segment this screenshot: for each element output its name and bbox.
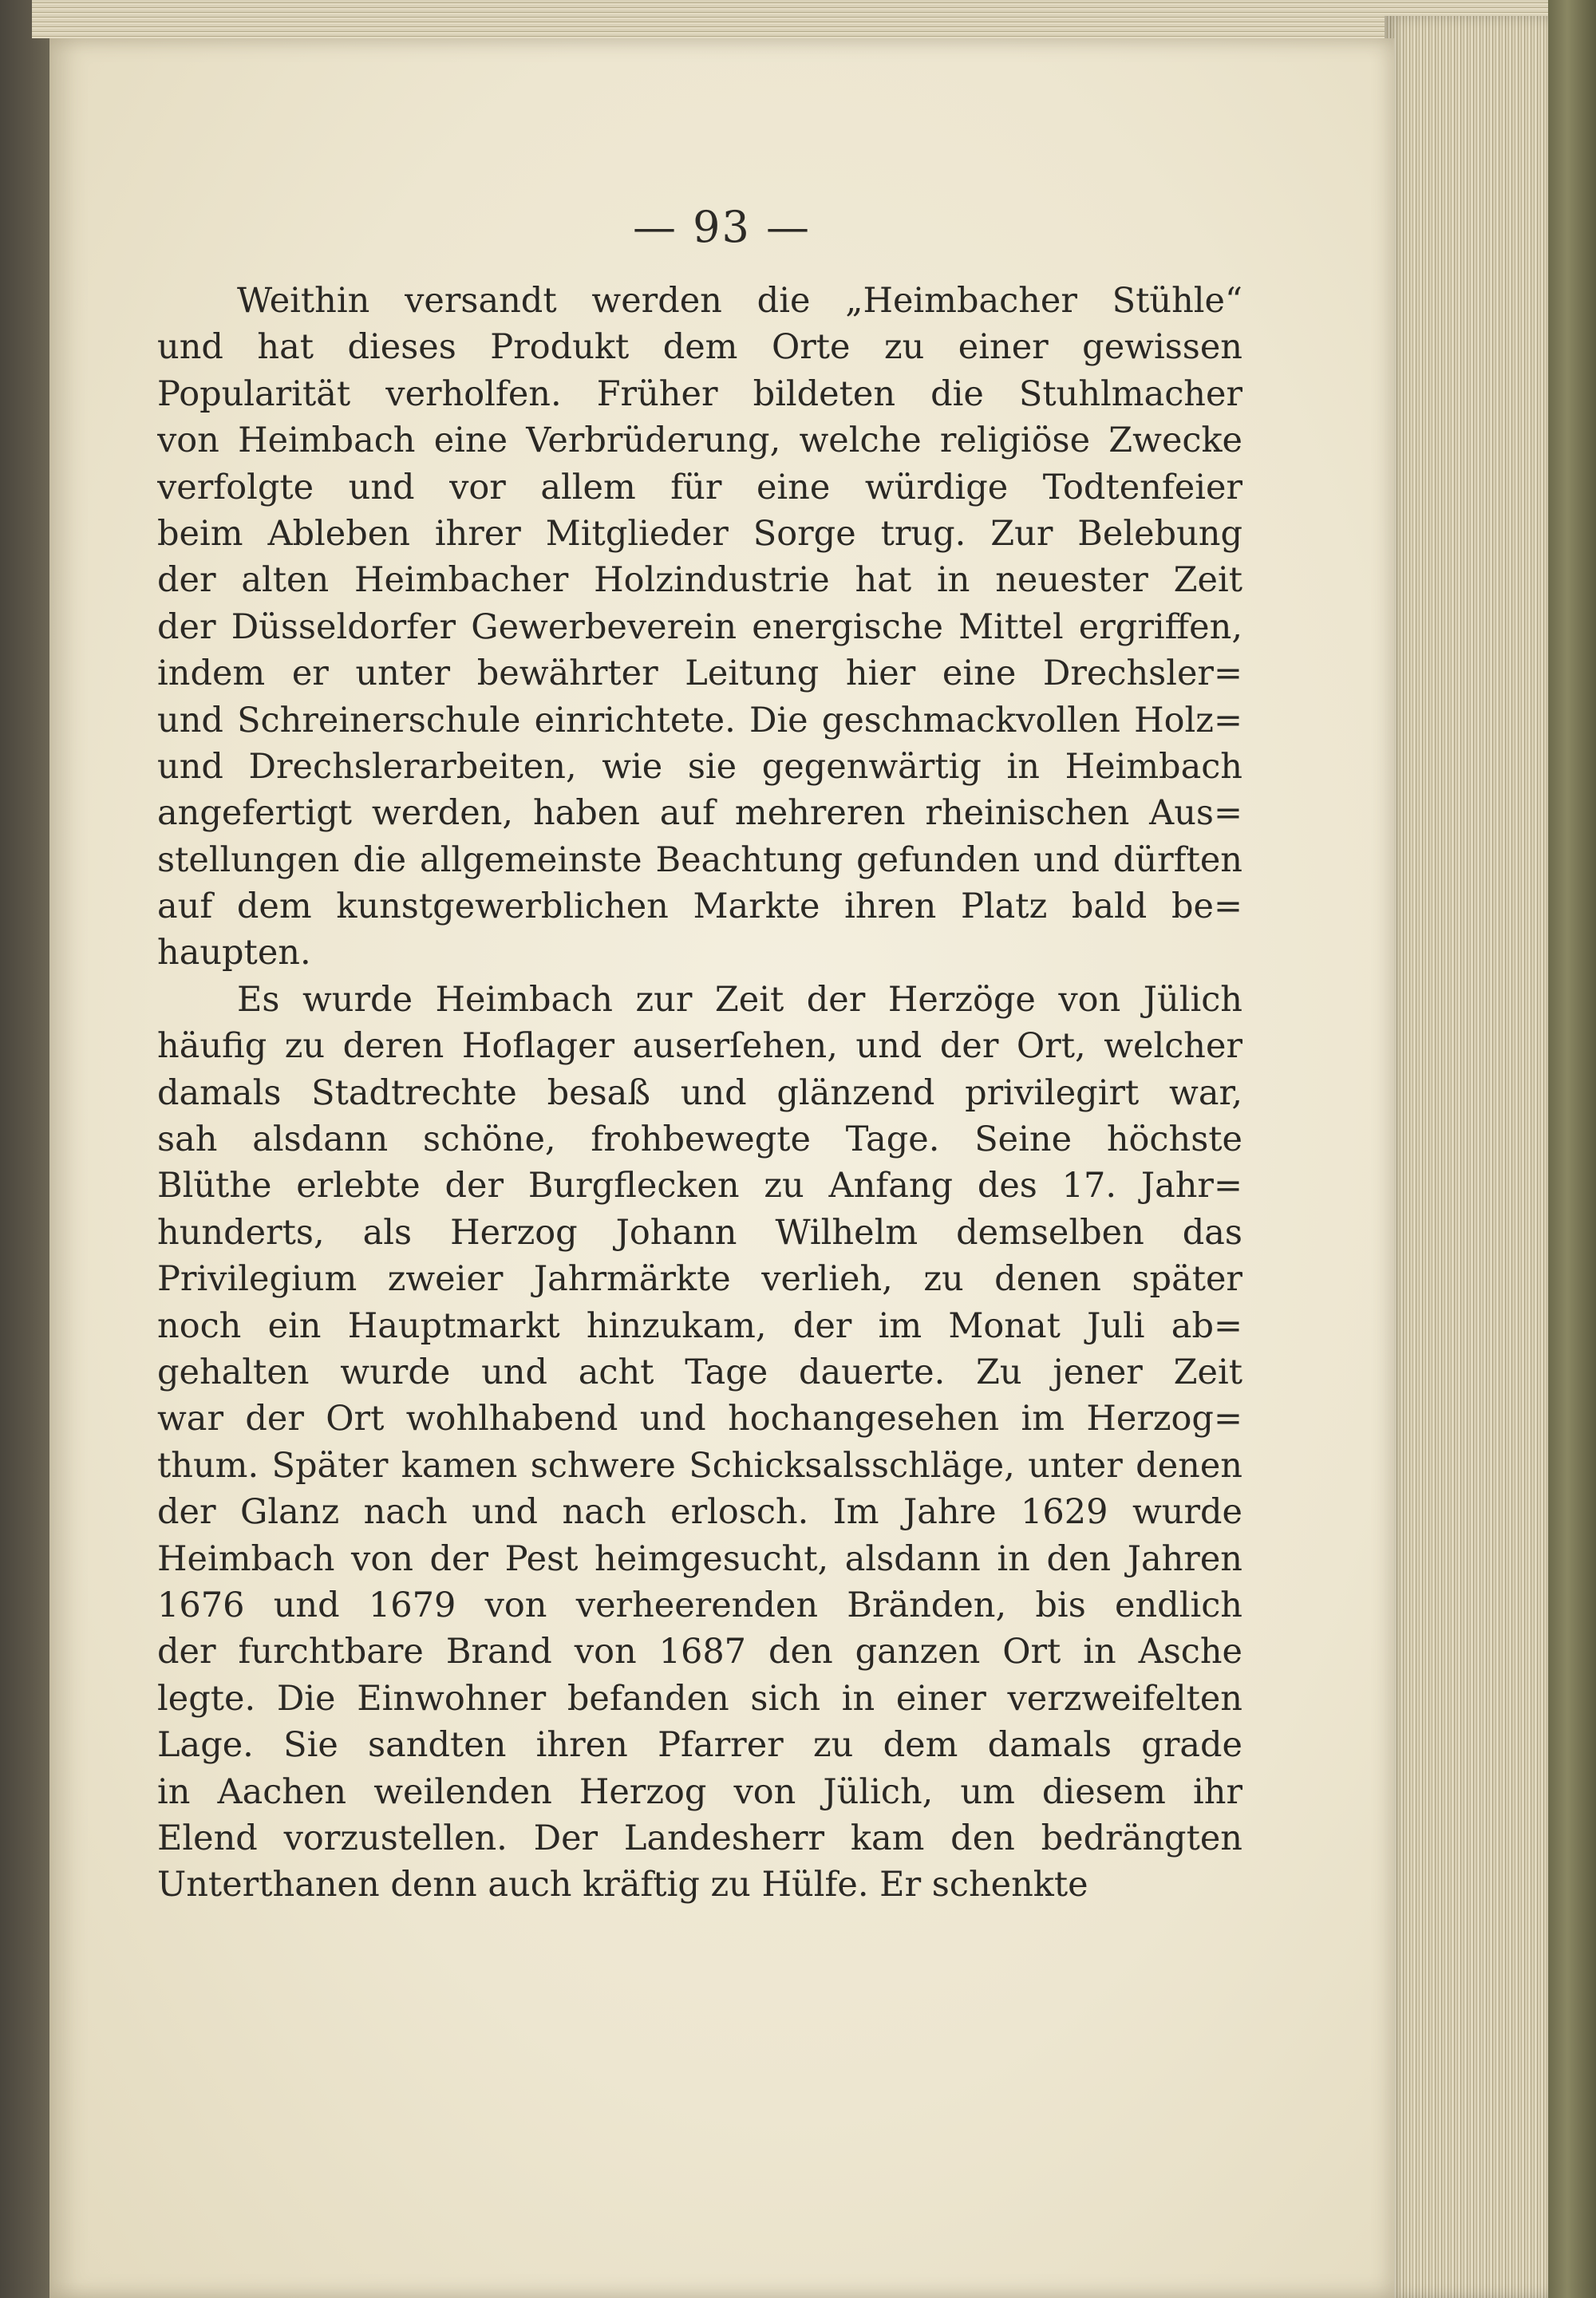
text-line: noch ein Hauptmarkt hinzukam, der im Monat Juli ab= <box>157 1305 1242 1346</box>
body-text <box>157 278 1242 1909</box>
paragraph-2 <box>157 977 1242 1909</box>
text-line: indem er unter bewährter Leitung hier eine Drechsler= <box>157 653 1242 694</box>
text-line: legte. Die Einwohner befanden sich in einer verzweifelten <box>157 1678 1242 1719</box>
text-line: in Aachen weilenden Herzog von Jülich, um diesem ihr <box>157 1771 1242 1812</box>
text-line: angefertigt werden, haben auf mehreren rheinischen Aus= <box>157 793 1242 834</box>
text-line: Weithin versandt werden die „Heimbacher Stühle“ <box>237 281 1242 321</box>
text-line: damals Stadtrechte besaß und glänzend privilegirt war, <box>157 1072 1242 1113</box>
text-line: und hat dieses Produkt dem Orte zu einer gewissen <box>157 327 1242 368</box>
paragraph-1 <box>157 278 1242 977</box>
text-line: Unterthanen denn auch kräftig zu Hülfe. Er schenkte <box>157 1865 1088 1905</box>
text-line: thum. Später kamen schwere Schicksalsschläge, unter denen <box>157 1445 1242 1486</box>
text-line: hunderts, als Herzog Johann Wilhelm demselben das <box>157 1212 1242 1253</box>
page-edges-top <box>32 0 1596 38</box>
text-line: und Schreinerschule einrichtete. Die geschmackvollen Holz= <box>157 700 1242 740</box>
text-line: haupten. <box>157 933 311 973</box>
text-line: Heimbach von der Pest heimgesucht, alsdann in den Jahren <box>157 1538 1242 1579</box>
text-line: der Düsseldorfer Gewerbeverein energische Mittel ergriffen, <box>157 606 1242 647</box>
page-number: — 93 — <box>632 202 812 252</box>
text-line: der alten Heimbacher Holzindustrie hat in neuester Zeit <box>157 560 1242 601</box>
text-line: Blüthe erlebte der Burgflecken zu Anfang des 17. Jahr= <box>157 1166 1242 1206</box>
text-line: der furchtbare Brand von 1687 den ganzen Ort in Asche <box>157 1632 1242 1672</box>
text-line: der Glanz nach und nach erlosch. Im Jahre 1629 wurde <box>157 1492 1242 1533</box>
text-line: stellungen die allgemeinste Beachtung gefunden und dürften <box>157 839 1242 880</box>
text-line: und Drechslerarbeiten, wie sie gegenwärtig in Heimbach <box>157 746 1242 787</box>
text-line: verfolgte und vor allem für eine würdige Todtenfeier <box>157 467 1242 507</box>
text-line: häufig zu deren Hoflager auserſehen, und der Ort, welcher <box>157 1026 1242 1067</box>
text-line: sah alsdann schöne, frohbewegte Tage. Seine höchste <box>157 1119 1242 1160</box>
text-line: 1676 und 1679 von verheerenden Bränden, bis endlich <box>157 1585 1242 1625</box>
text-line: Es wurde Heimbach zur Zeit der Herzöge von Jülich <box>237 979 1242 1020</box>
text-line: Elend vorzustellen. Der Landesherr kam den bedrängten <box>157 1818 1242 1858</box>
text-line: von Heimbach eine Verbrüderung, welche religiöse Zwecke <box>157 421 1242 461</box>
book-page <box>49 38 1394 2298</box>
text-line: Popularität verholfen. Früher bildeten die Stuhlmacher <box>157 373 1242 414</box>
text-line: gehalten wurde und acht Tage dauerte. Zu jener Zeit <box>157 1352 1242 1392</box>
text-line: Lage. Sie sandten ihren Pfarrer zu dem damals grade <box>157 1725 1242 1766</box>
book-cover-edge <box>1548 0 1596 2298</box>
text-line: beim Ableben ihrer Mitglieder Sorge trug. Zur Belebung <box>157 513 1242 554</box>
text-line: Privilegium zweier Jahrmärkte verlieh, zu denen später <box>157 1259 1242 1300</box>
text-line: auf dem kunstgewerblichen Markte ihren Platz bald be= <box>157 886 1242 927</box>
text-line: war der Ort wohlhabend und hochangesehen im Herzog= <box>157 1399 1242 1439</box>
